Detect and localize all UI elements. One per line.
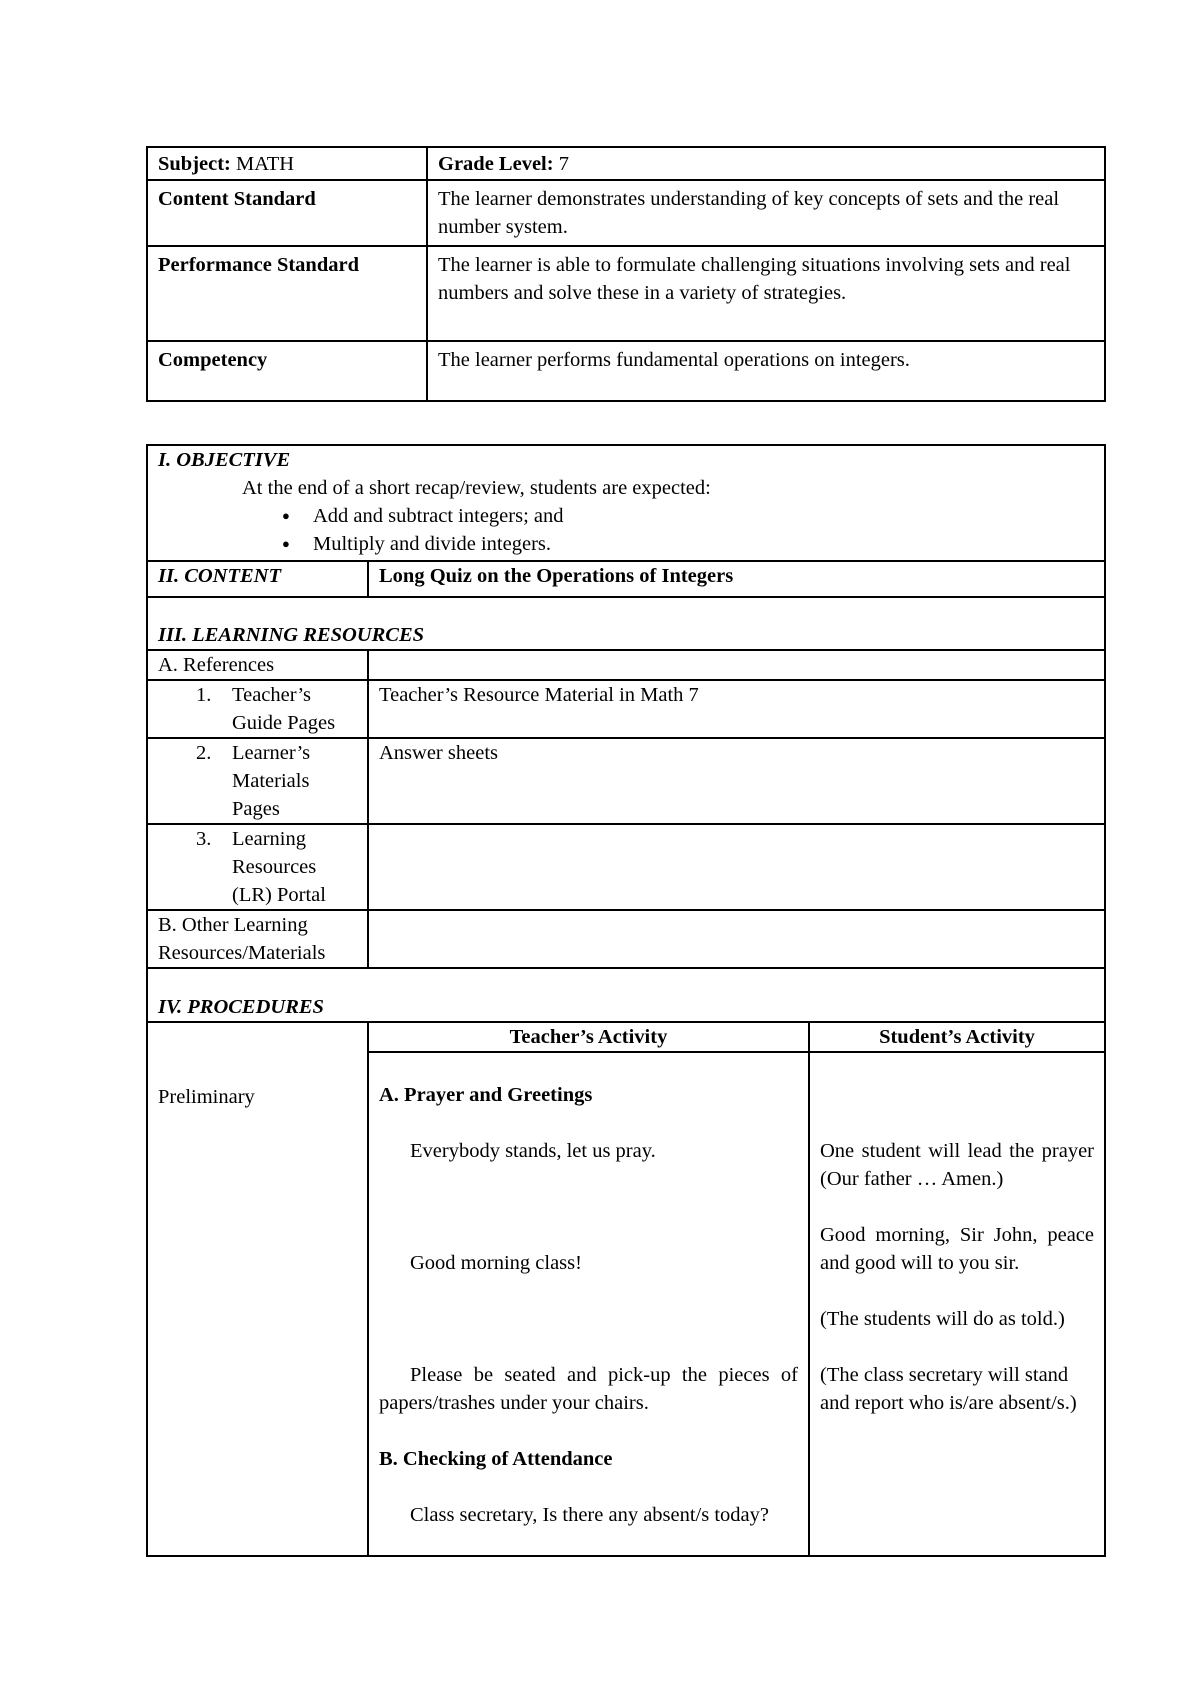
standards-table xyxy=(146,146,1106,402)
content-heading: II. CONTENT xyxy=(147,561,368,597)
objective-intro: At the end of a short recap/review, students are expected: xyxy=(242,477,711,499)
student-line-4: (The class secretary will stand and report who is/are absent/s.) xyxy=(820,1364,1077,1414)
table-row xyxy=(147,561,1105,597)
reference-value-1: Teacher’s Resource Material in Math 7 xyxy=(368,680,1105,738)
objective-cell xyxy=(147,445,1105,561)
teacher-line-3: Please be seated and pick-up the pieces of papers/trashes under your chairs. xyxy=(379,1364,798,1414)
subject-label: Subject: xyxy=(158,153,231,175)
list-item: ● Add and subtract integers; and xyxy=(313,502,1094,530)
content-standard-label: Content Standard xyxy=(147,180,427,246)
lesson-plan-table xyxy=(146,444,1106,1557)
objective-list xyxy=(158,502,1094,558)
table-row xyxy=(147,1022,1105,1052)
competency-text: The learner performs fundamental operations on integers. xyxy=(427,341,1105,401)
table-row xyxy=(147,147,1105,180)
competency-label: Competency xyxy=(147,341,427,401)
attendance-heading: B. Checking of Attendance xyxy=(379,1448,613,1470)
references-value xyxy=(368,650,1105,680)
table-row xyxy=(147,341,1105,401)
reference-item-3: 3. Learning Resources (LR) Portal xyxy=(147,824,368,910)
grade-label: Grade Level: xyxy=(438,153,554,175)
subject-cell xyxy=(147,147,427,180)
prayer-heading: A. Prayer and Greetings xyxy=(379,1084,593,1106)
table-row xyxy=(147,597,1105,650)
teacher-line-4: Class secretary, Is there any absent/s today? xyxy=(410,1504,770,1526)
content-title: Long Quiz on the Operations of Integers xyxy=(368,561,1105,597)
student-activity-header: Student’s Activity xyxy=(809,1022,1105,1052)
reference-item-1: 1. Teacher’s Guide Pages xyxy=(147,680,368,738)
teacher-line-1: Everybody stands, let us pray. xyxy=(410,1140,656,1162)
table-row xyxy=(147,910,1105,968)
subject-value: MATH xyxy=(236,153,295,175)
teacher-activity-cell xyxy=(368,1052,809,1556)
student-line-3: (The students will do as told.) xyxy=(820,1308,1065,1330)
table-row xyxy=(147,680,1105,738)
other-resources-value xyxy=(368,910,1105,968)
grade-cell xyxy=(427,147,1105,180)
reference-item-2: 2. Learner’s Materials Pages xyxy=(147,738,368,824)
table-row xyxy=(147,180,1105,246)
table-row xyxy=(147,445,1105,561)
table-row xyxy=(147,650,1105,680)
teacher-line-2: Good morning class! xyxy=(410,1252,582,1274)
other-resources-label: B. Other Learning Resources/Materials xyxy=(147,910,368,968)
table-row xyxy=(147,968,1105,1022)
student-activity-cell xyxy=(809,1052,1105,1556)
student-line-1: One student will lead the prayer (Our father … Amen.) xyxy=(820,1140,1094,1190)
performance-standard-text: The learner is able to formulate challenging situations involving sets and real numbers and solve these in a variety of strategies. xyxy=(427,246,1105,341)
procedures-heading: IV. PROCEDURES xyxy=(147,968,1105,1022)
objective-heading: I. OBJECTIVE xyxy=(158,449,291,471)
reference-value-3 xyxy=(368,824,1105,910)
list-item: ● Multiply and divide integers. xyxy=(313,530,1094,558)
resources-heading: III. LEARNING RESOURCES xyxy=(147,597,1105,650)
grade-value: 7 xyxy=(558,153,569,175)
references-label: A. References xyxy=(147,650,368,680)
student-line-2: Good morning, Sir John, peace and good will to you sir. xyxy=(820,1224,1094,1274)
teacher-activity-header: Teacher’s Activity xyxy=(368,1022,809,1052)
table-row xyxy=(147,824,1105,910)
table-row xyxy=(147,738,1105,824)
phase-label: Preliminary xyxy=(147,1022,368,1556)
content-standard-text: The learner demonstrates understanding of key concepts of sets and the real number system. xyxy=(427,180,1105,246)
reference-value-2: Answer sheets xyxy=(368,738,1105,824)
table-row xyxy=(147,246,1105,341)
performance-standard-label: Performance Standard xyxy=(147,246,427,341)
